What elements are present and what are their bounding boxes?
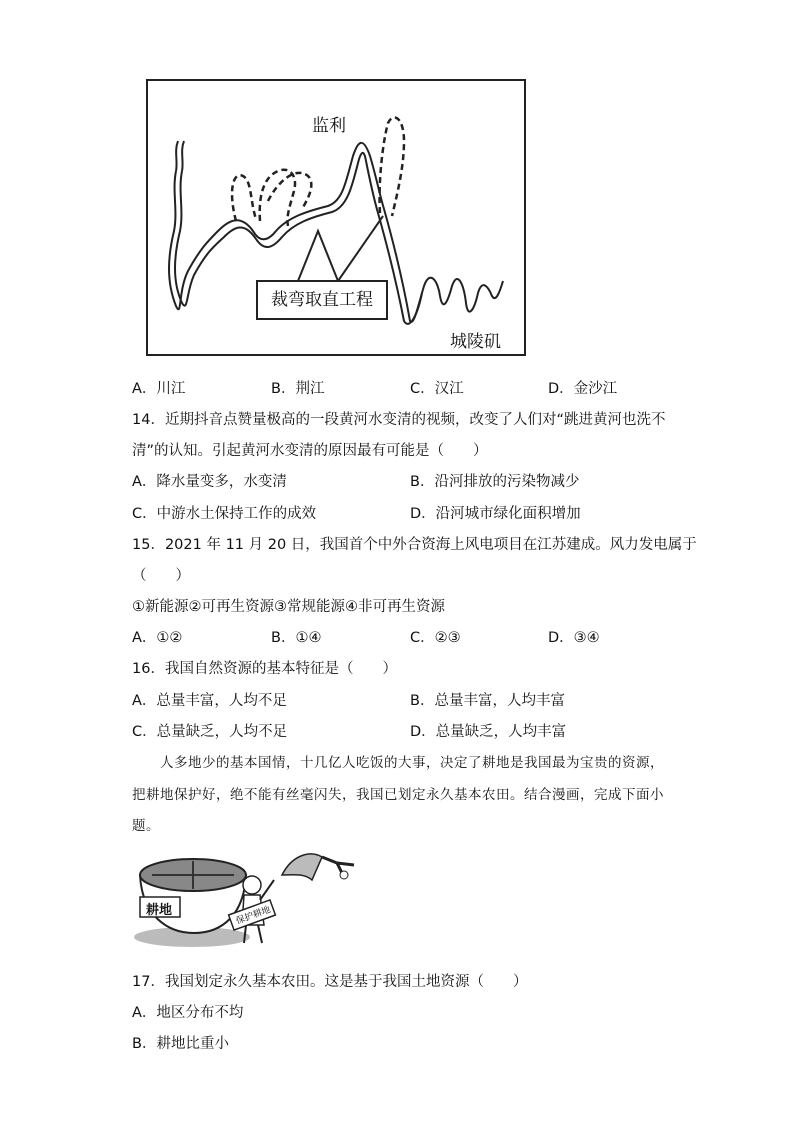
- q16-stem: 16．我国自然资源的基本特征是（ ）: [132, 661, 397, 677]
- q15-option-a[interactable]: A．①②: [132, 630, 183, 646]
- q17-option-b[interactable]: B．耕地比重小: [132, 1036, 229, 1052]
- q14-option-d[interactable]: D．沿河城市绿化面积增加: [410, 506, 581, 522]
- q14-option-a[interactable]: A．降水量变多，水变清: [132, 474, 287, 490]
- q16-option-b[interactable]: B．总量丰富，人均丰富: [410, 693, 565, 709]
- q13-option-d[interactable]: D．金沙江: [548, 381, 618, 397]
- q14-stem-line2: 清”的认知。引起黄河水变清的原因最有可能是（ ）: [132, 443, 488, 459]
- farmland-cartoon: [132, 845, 362, 950]
- q15-option-d[interactable]: D．③④: [548, 630, 600, 646]
- city-label-jianli: 监利: [312, 116, 346, 136]
- q13-option-a[interactable]: A．川江: [132, 381, 186, 397]
- q16-option-d[interactable]: D．总量缺乏，人均丰富: [410, 724, 567, 740]
- q15-stem-line1: 15．2021 年 11 月 20 日，我国首个中外合资海上风电项目在江苏建成。风力发电属于: [132, 537, 697, 553]
- q17-option-a[interactable]: A．地区分布不均: [132, 1005, 244, 1021]
- q14-option-c[interactable]: C．中游水土保持工作的成效: [132, 506, 317, 522]
- protect-sign-label: 保护耕地: [234, 905, 273, 927]
- q17-stem: 17．我国划定永久基本农田。这是基于我国土地资源（ ）: [132, 974, 528, 990]
- q14-option-b[interactable]: B．沿河排放的污染物减少: [410, 474, 580, 490]
- q14-stem-line1: 14．近期抖音点赞量极高的一段黄河水变清的视频，改变了人们对“跳进黄河也洗不: [132, 412, 666, 428]
- q15-choice-list: ①新能源②可再生资源③常规能源④非可再生资源: [132, 599, 445, 615]
- passage-line2: 把耕地保护好，绝不能有丝毫闪失，我国已划定永久基本农田。结合漫画，完成下面小: [132, 787, 664, 803]
- q13-option-c[interactable]: C．汉江: [410, 381, 464, 397]
- q13-option-b[interactable]: B．荆江: [271, 381, 325, 397]
- q15-option-b[interactable]: B．①④: [271, 630, 322, 646]
- engineering-label-box: 裁弯取直工程: [256, 280, 388, 320]
- q16-option-c[interactable]: C．总量缺乏，人均不足: [132, 724, 288, 740]
- q16-option-a[interactable]: A．总量丰富，人均不足: [132, 693, 287, 709]
- q15-stem-line2: （ ）: [132, 568, 190, 584]
- city-label-chenglingji: 城陵矶: [450, 332, 501, 352]
- bowl-label: 耕地: [146, 903, 173, 918]
- passage-line1: 人多地少的基本国情，十几亿人吃饭的大事，决定了耕地是我国最为宝贵的资源，: [160, 755, 664, 771]
- passage-line3: 题。: [132, 818, 160, 834]
- q15-option-c[interactable]: C．②③: [410, 630, 461, 646]
- cartoon-drawing: [132, 845, 362, 950]
